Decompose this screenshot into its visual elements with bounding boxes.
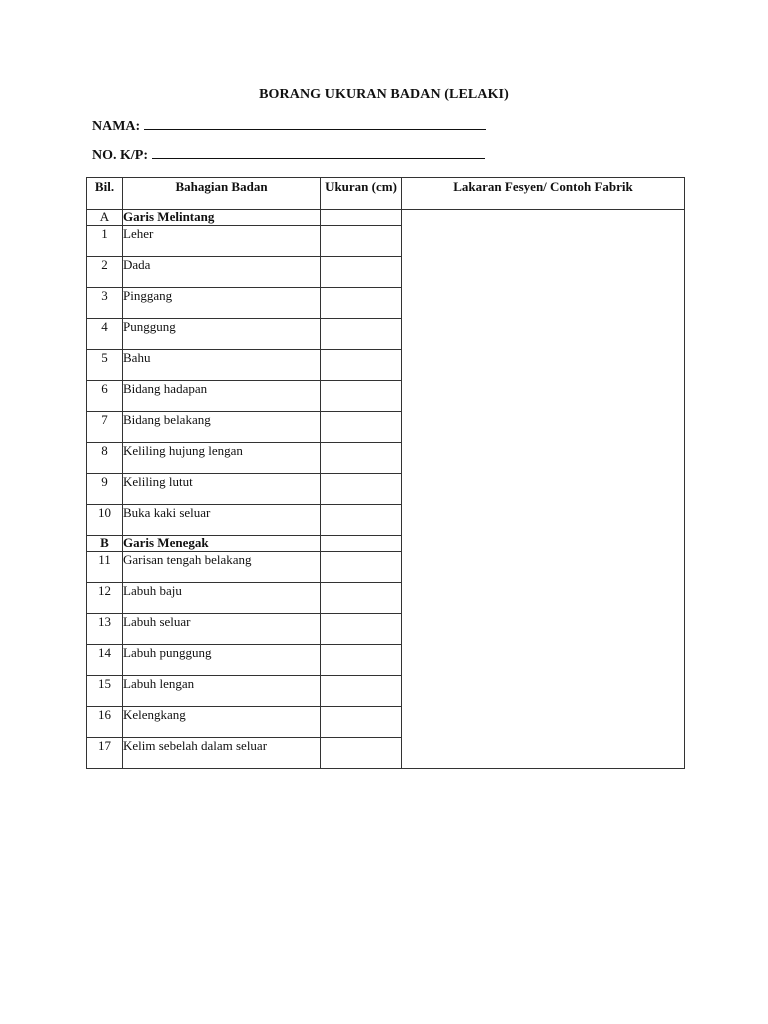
nama-input-line[interactable]: [144, 117, 486, 130]
section-title: Garis Menegak: [123, 536, 321, 552]
header-ukuran: Ukuran (cm): [321, 178, 402, 210]
item-number: 14: [87, 645, 123, 676]
item-name: Buka kaki seluar: [123, 505, 321, 536]
item-number: 9: [87, 474, 123, 505]
item-number: 12: [87, 583, 123, 614]
item-name: Bahu: [123, 350, 321, 381]
ukuran-cell[interactable]: [321, 412, 402, 443]
nokp-input-line[interactable]: [152, 146, 485, 159]
item-name: Punggung: [123, 319, 321, 350]
nama-field: [92, 117, 486, 135]
ukuran-cell[interactable]: [321, 319, 402, 350]
item-number: 6: [87, 381, 123, 412]
ukuran-cell[interactable]: [321, 552, 402, 583]
item-name: Dada: [123, 257, 321, 288]
ukuran-cell[interactable]: [321, 614, 402, 645]
ukuran-cell[interactable]: [321, 583, 402, 614]
item-number: 4: [87, 319, 123, 350]
nokp-field: [92, 146, 485, 164]
ukuran-cell[interactable]: [321, 707, 402, 738]
item-number: 1: [87, 226, 123, 257]
item-number: 11: [87, 552, 123, 583]
form-title: BORANG UKURAN BADAN (LELAKI): [259, 87, 509, 102]
header-bil: Bil.: [87, 178, 123, 210]
item-name: Keliling hujung lengan: [123, 443, 321, 474]
item-name: Labuh lengan: [123, 676, 321, 707]
measurement-table: [86, 177, 685, 769]
ukuran-cell[interactable]: [321, 474, 402, 505]
item-name: Bidang belakang: [123, 412, 321, 443]
ukuran-cell[interactable]: [321, 226, 402, 257]
section-title: Garis Melintang: [123, 210, 321, 226]
ukuran-cell[interactable]: [321, 257, 402, 288]
item-number: 2: [87, 257, 123, 288]
ukuran-cell[interactable]: [321, 350, 402, 381]
item-name: Labuh seluar: [123, 614, 321, 645]
ukuran-cell[interactable]: [321, 381, 402, 412]
nama-label: NAMA:: [92, 119, 141, 134]
ukuran-cell[interactable]: [321, 210, 402, 226]
item-number: 8: [87, 443, 123, 474]
item-number: 5: [87, 350, 123, 381]
ukuran-cell[interactable]: [321, 536, 402, 552]
ukuran-cell[interactable]: [321, 645, 402, 676]
ukuran-cell[interactable]: [321, 505, 402, 536]
item-number: 3: [87, 288, 123, 319]
lakaran-area[interactable]: [402, 210, 685, 769]
item-name: Keliling lutut: [123, 474, 321, 505]
item-number: 15: [87, 676, 123, 707]
item-name: Labuh punggung: [123, 645, 321, 676]
item-name: Kelim sebelah dalam seluar: [123, 738, 321, 769]
ukuran-cell[interactable]: [321, 443, 402, 474]
item-name: Bidang hadapan: [123, 381, 321, 412]
section-row: [87, 210, 685, 226]
item-name: Leher: [123, 226, 321, 257]
item-number: 13: [87, 614, 123, 645]
item-number: 17: [87, 738, 123, 769]
item-name: Kelengkang: [123, 707, 321, 738]
section-code: B: [87, 536, 123, 552]
table-body: [87, 210, 685, 769]
item-name: Garisan tengah belakang: [123, 552, 321, 583]
item-name: Pinggang: [123, 288, 321, 319]
ukuran-cell[interactable]: [321, 676, 402, 707]
header-lakaran: Lakaran Fesyen/ Contoh Fabrik: [402, 178, 685, 210]
section-code: A: [87, 210, 123, 226]
header-bahagian: Bahagian Badan: [123, 178, 321, 210]
table-header-row: [87, 178, 685, 210]
item-number: 10: [87, 505, 123, 536]
item-number: 7: [87, 412, 123, 443]
item-number: 16: [87, 707, 123, 738]
ukuran-cell[interactable]: [321, 738, 402, 769]
nokp-label: NO. K/P:: [92, 148, 148, 163]
ukuran-cell[interactable]: [321, 288, 402, 319]
item-name: Labuh baju: [123, 583, 321, 614]
